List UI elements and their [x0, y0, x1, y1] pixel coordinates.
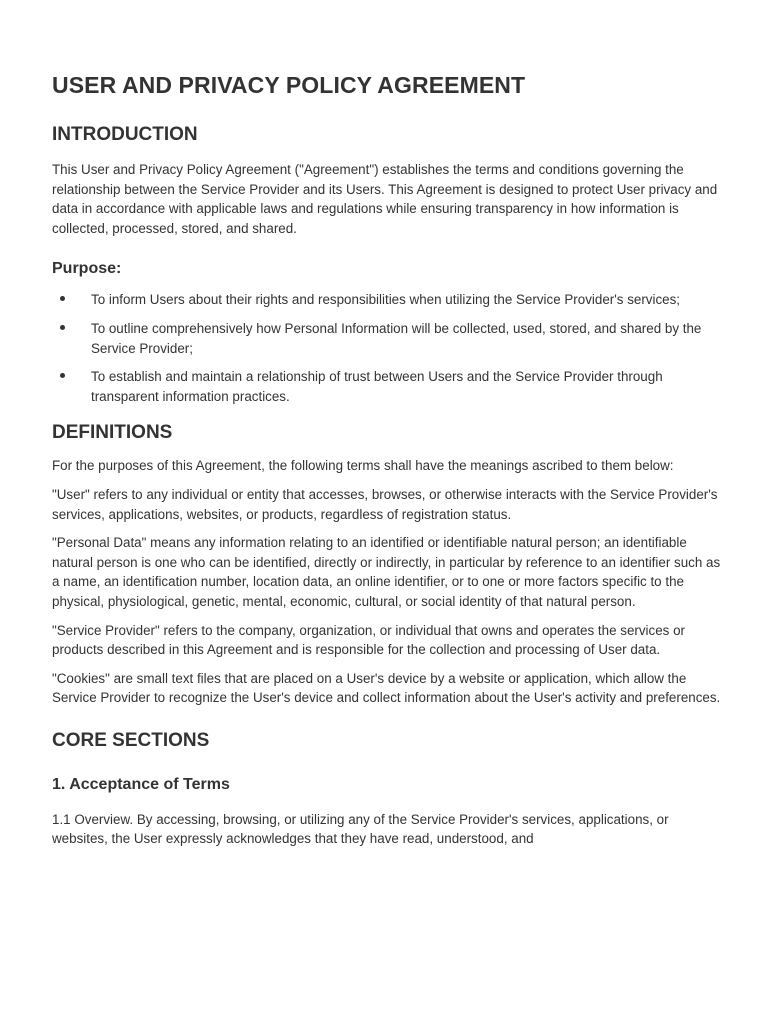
- definitions-heading: DEFINITIONS: [52, 422, 173, 444]
- definition-user: "User" refers to any individual or entity that accesses, browses, or otherwise interacts with the Service Provider's services, applications, websites, or products, regardless of registration status.: [52, 486, 718, 522]
- definition-personal-data: "Personal Data" means any information relating to an identified or identifiable natural person; an identifiable natural person is one who can be identified, directly or indirectly, in particular by reference to an identifier such as a name, an identification number, location data, an online identifier, or to one or more factors specific to the physical, physiological, genetic, mental, economic, cultural, or social identity of that natural person.: [52, 535, 721, 609]
- introduction-paragraph: This User and Privacy Policy Agreement ("Agreement") establishes the terms and conditions governing the relationship between the Service Provider and its Users. This Agreement is designed to protect User privacy and data in accordance with applicable laws and regulations while ensuring transparency in how information is collected, processed, stored, and shared.: [52, 162, 718, 236]
- purpose-item-text: To establish and maintain a relationship of trust between Users and the Service Provider through transparent information practices.: [91, 369, 663, 404]
- list-item: [52, 367, 722, 406]
- purpose-list: [52, 290, 722, 406]
- purpose-heading: Purpose:: [52, 260, 122, 278]
- core-sections-heading: CORE SECTIONS: [52, 729, 210, 751]
- acceptance-of-terms-heading: 1. Acceptance of Terms: [52, 775, 230, 793]
- list-item: [52, 290, 722, 310]
- acceptance-overview-paragraph: 1.1 Overview. By accessing, browsing, or utilizing any of the Service Provider's services, applications, or websites, the User expressly acknowledges that they have read, understood, and: [52, 811, 669, 847]
- definitions-intro: For the purposes of this Agreement, the following terms shall have the meanings ascribed to them below:: [52, 458, 674, 474]
- document-title: USER AND PRIVACY POLICY AGREEMENT: [52, 72, 526, 98]
- purpose-item-text: To outline comprehensively how Personal Information will be collected, used, stored, and shared by the Service Provider;: [91, 320, 702, 356]
- list-item: [52, 319, 722, 358]
- definition-service-provider: "Service Provider" refers to the company, organization, or individual that owns and operates the services or products described in this Agreement and is responsible for the collection and processing of User data.: [52, 622, 685, 658]
- bullet-icon: [60, 296, 65, 301]
- purpose-item-text: To inform Users about their rights and responsibilities when utilizing the Service Provider's services;: [91, 292, 681, 308]
- bullet-icon: [60, 325, 65, 330]
- definition-cookies: "Cookies" are small text files that are placed on a User's device by a website or application, which allow the Service Provider to recognize the User's device and collect information about the User's activity and preferences.: [52, 670, 721, 706]
- document-page: [52, 70, 722, 849]
- bullet-icon: [60, 373, 65, 378]
- introduction-heading: INTRODUCTION: [52, 124, 198, 145]
